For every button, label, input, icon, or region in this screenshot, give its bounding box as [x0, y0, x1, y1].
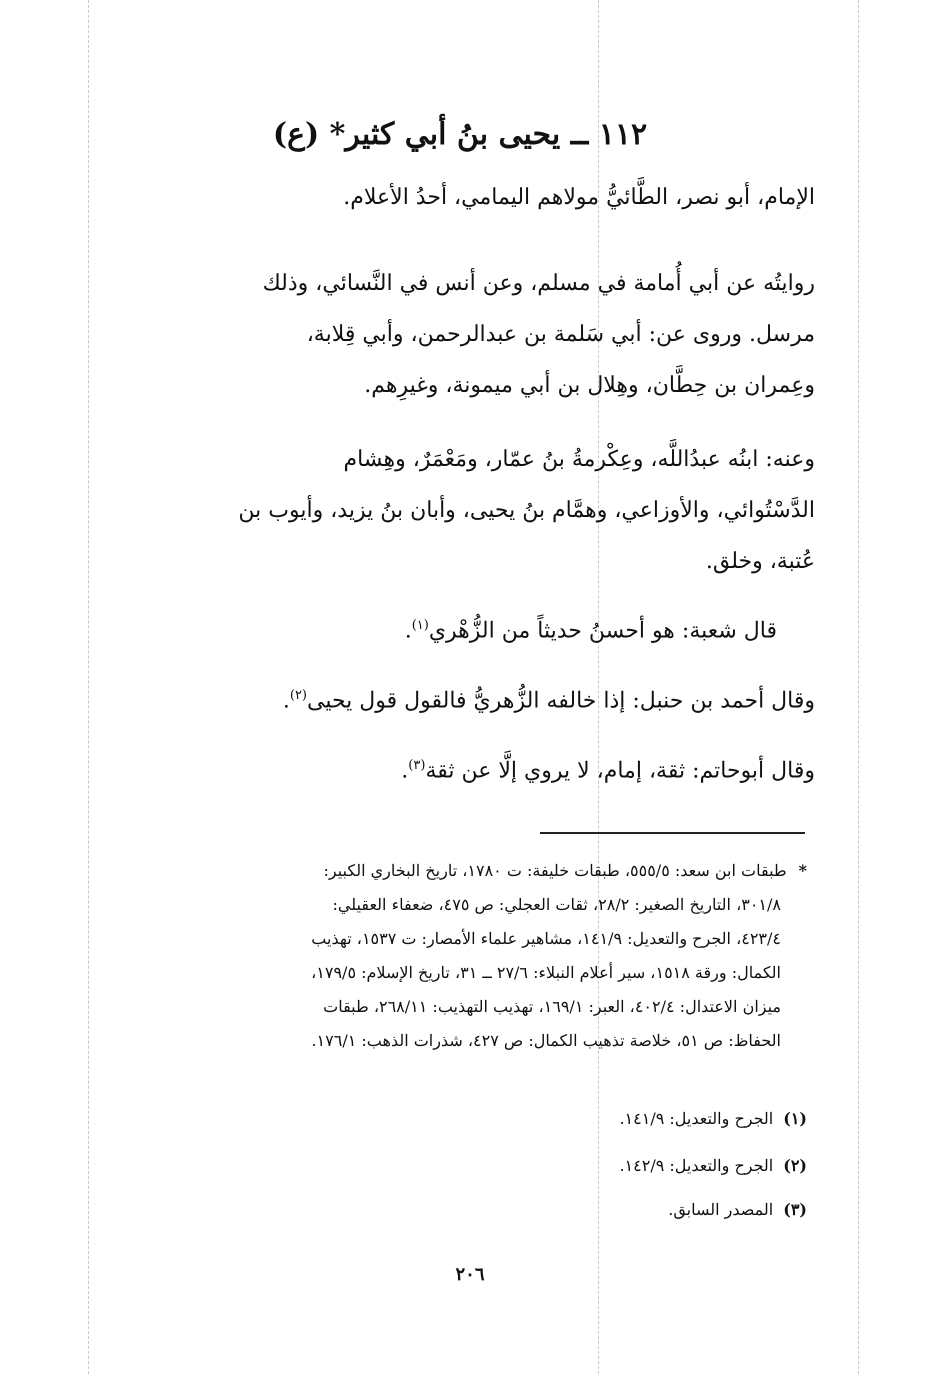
sources-line: الحفاظ: ص ٥١، خلاصة تذهيب الكمال: ص ٤٢٧، شذرات الذهب: ١٧٦/١. — [311, 1031, 781, 1050]
footnote-number: (٢) — [783, 1156, 807, 1175]
students-line: وعنه: ابنُه عبدُاللَّه، وعِكْرمةُ بنُ عمّار، ومَعْمَرٌ، وهِشام — [343, 447, 815, 472]
sources-line: الكمال: ورقة ١٥١٨، سير أعلام النبلاء: ٢٧/٦ ــ ٣١، تاريخ الإسلام: ١٧٩/٥، — [311, 963, 781, 982]
sources-line: ٤٢٣/٤، الجرح والتعديل: ١٤١/٩، مشاهير علماء الأمصار: ت ١٥٣٧، تهذيب — [311, 929, 781, 948]
page-number: ٢٠٦ — [455, 1264, 485, 1285]
quote-ahmad — [115, 670, 815, 721]
intro-line: الإمام، أبو نصر، الطَّائيُّ مولاهم اليمامي، أحدُ الأعلام. — [343, 185, 815, 210]
riwayah-line: روايتُه عن أبي أُمامة في مسلم، وعن أنس في النَّسائي، وذلك — [262, 271, 815, 296]
footnote-text: الجرح والتعديل: ١٤١/٩. — [619, 1109, 774, 1128]
quote-abu-hatim — [115, 740, 815, 791]
students-line: عُتبة، وخلق. — [705, 549, 815, 574]
footnote-ref: (٣) — [408, 758, 426, 773]
footnote-ref: (٢) — [289, 688, 307, 703]
entry-title: ١١٢ ــ يحيى بنُ أبي كثير* (ع) — [272, 117, 648, 152]
quote-end: . — [401, 758, 409, 784]
star-marker: * — [798, 861, 807, 880]
sources-line: ميزان الاعتدال: ٤٠٢/٤، العبر: ١٦٩/١، تهذيب التهذيب: ٢٦٨/١١، طبقات — [323, 997, 781, 1016]
footnote-2 — [117, 1149, 807, 1183]
sources-line: ٣٠١/٨، التاريخ الصغير: ٢٨/٢، ثقات العجلي: ص ٤٧٥، ضعفاء العقيلي: — [332, 895, 781, 914]
footnote-number: (٣) — [783, 1200, 807, 1219]
footnote-text: المصدر السابق. — [668, 1200, 774, 1219]
quote-text: وقال أحمد بن حنبل: إذا خالفه الزُّهريُّ فالقول قول يحيى — [307, 688, 815, 714]
riwayah-line: مرسل. وروى عن: أبي سَلمة بن عبدالرحمن، وأبي قِلابة، — [306, 322, 815, 347]
students-paragraph — [115, 434, 815, 587]
sources-footnote — [117, 854, 807, 1058]
intro-paragraph — [115, 172, 815, 223]
quote-text: قال شعبة: هو أحسنُ حديثاً من الزُّهْري — [428, 618, 777, 644]
footnote-3 — [117, 1193, 807, 1227]
quote-text: وقال أبوحاتم: ثقة، إمام، لا يروي إلَّا عن ثقة — [425, 758, 815, 784]
footnote-1 — [117, 1102, 807, 1136]
sources-line: طبقات ابن سعد: ٥٥٥/٥، طبقات خليفة: ت ١٧٨٠، تاريخ البخاري الكبير: — [323, 861, 787, 880]
footnote-number: (١) — [783, 1109, 807, 1128]
footnote-text: الجرح والتعديل: ١٤٢/٩. — [619, 1156, 774, 1175]
quote-end: . — [404, 618, 412, 644]
riwayah-paragraph — [115, 258, 815, 411]
footnote-separator — [540, 832, 805, 834]
scan-fold-line-left — [88, 0, 89, 1374]
quote-shuba — [115, 600, 815, 651]
quote-end: . — [282, 688, 290, 714]
scan-fold-line-right — [858, 0, 859, 1374]
students-line: الدَّسْتُوائي، والأوزاعي، وهمَّام بنُ يحيى، وأبان بنُ يزيد، وأيوب بن — [238, 498, 815, 523]
footnote-ref: (١) — [411, 618, 429, 633]
riwayah-line: وعِمران بن حِطَّان، وهِلال بن أبي ميمونة، وغيرِهم. — [364, 373, 815, 398]
